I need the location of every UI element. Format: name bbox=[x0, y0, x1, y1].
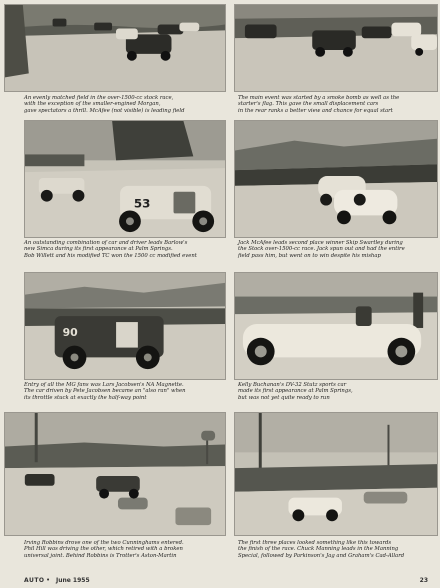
car-number-label: 90 bbox=[62, 325, 78, 339]
caption-7-line: universal joint. Behind Robbins is Trotter's Aston-Martin bbox=[24, 552, 177, 559]
caption-5 bbox=[24, 382, 186, 401]
photo-dv32-stutz bbox=[234, 272, 438, 380]
caption-2 bbox=[238, 95, 399, 114]
caption-6 bbox=[238, 382, 353, 401]
caption-4-line: Jack McAfee leads second place winner Skip Swartley during bbox=[238, 240, 403, 246]
caption-6-line: but was not yet quite ready to run bbox=[238, 394, 330, 401]
caption-8-line: Special, followed by Parkinson's Jag and Graham's Cad-Allard bbox=[238, 552, 405, 559]
issue-date: June 1955 bbox=[56, 577, 90, 584]
caption-2-line: The main event was started by a smoke bomb as well as the bbox=[238, 95, 400, 101]
page-footer bbox=[0, 574, 440, 588]
caption-2-line: in the rear ranks a better view and chance for equal start bbox=[238, 107, 393, 114]
caption-4 bbox=[238, 240, 405, 259]
magazine-name: AUTO bbox=[24, 577, 45, 584]
caption-5-line: The car driven by Pete Jacobsen became an "also ran" when bbox=[24, 388, 186, 395]
caption-1-line: gave spectators a thrill. McAfee (not visible) is leading field bbox=[24, 107, 185, 114]
caption-7-line: Irving Robbins drove one of the two Cunninghams entered. bbox=[24, 540, 184, 546]
caption-5-line: Entry of all the MG fans was Lars Jacobsen's NA Magnette. bbox=[24, 382, 184, 388]
caption-3-line: new Simca during its first appearance at Palm Springs. bbox=[24, 246, 173, 253]
photo-barlow-simca bbox=[24, 120, 226, 238]
caption-7-line: Phil Hill was driving the other, which retired with a broken bbox=[24, 546, 183, 553]
caption-1-line: An evenly matched field in the over-1500-cc stock race, bbox=[24, 95, 174, 101]
caption-8-line: The first three places looked something like this towards bbox=[238, 540, 392, 546]
footer-bullet: • bbox=[46, 576, 51, 584]
caption-4-line: field pass him, but went on to win despite his mishap bbox=[238, 252, 381, 259]
photo-cunninghams bbox=[4, 412, 226, 536]
car-number-label: 53 bbox=[133, 196, 151, 211]
caption-6-line: made its first appearance at Palm Springs, bbox=[238, 388, 353, 395]
page-number: 23 bbox=[419, 577, 428, 584]
photo-smoke-bomb-start bbox=[234, 4, 438, 92]
caption-3 bbox=[24, 240, 197, 259]
photo-mg-magnette bbox=[24, 272, 226, 380]
caption-4-line: the Stock over-1500-cc race. Jack spun out and had the entire bbox=[238, 246, 405, 253]
caption-3-line: Bob Willett and his modified TC won the 1500 cc modified event bbox=[24, 252, 197, 259]
caption-2-line: starter's flag. This gave the small displacement cars bbox=[238, 101, 379, 108]
caption-1 bbox=[24, 95, 184, 114]
caption-6-line: Kelly Buchanan's DV-32 Stutz sports car bbox=[238, 382, 347, 388]
photo-stock-race-start bbox=[4, 4, 226, 92]
caption-8-line: the finish of the race. Chuck Manning leads in the Manning bbox=[238, 546, 399, 553]
photo-mcafee-second bbox=[234, 120, 438, 238]
caption-8 bbox=[238, 540, 404, 559]
photo-finish-order bbox=[234, 412, 438, 536]
caption-7 bbox=[24, 540, 184, 559]
caption-3-line: An outstanding combination of car and driver leads Barlow's bbox=[24, 240, 188, 246]
caption-5-line: its throttle stuck at exactly the half-way point bbox=[24, 394, 147, 401]
caption-1-line: with the exception of the smaller-engined Morgan, bbox=[24, 101, 161, 108]
